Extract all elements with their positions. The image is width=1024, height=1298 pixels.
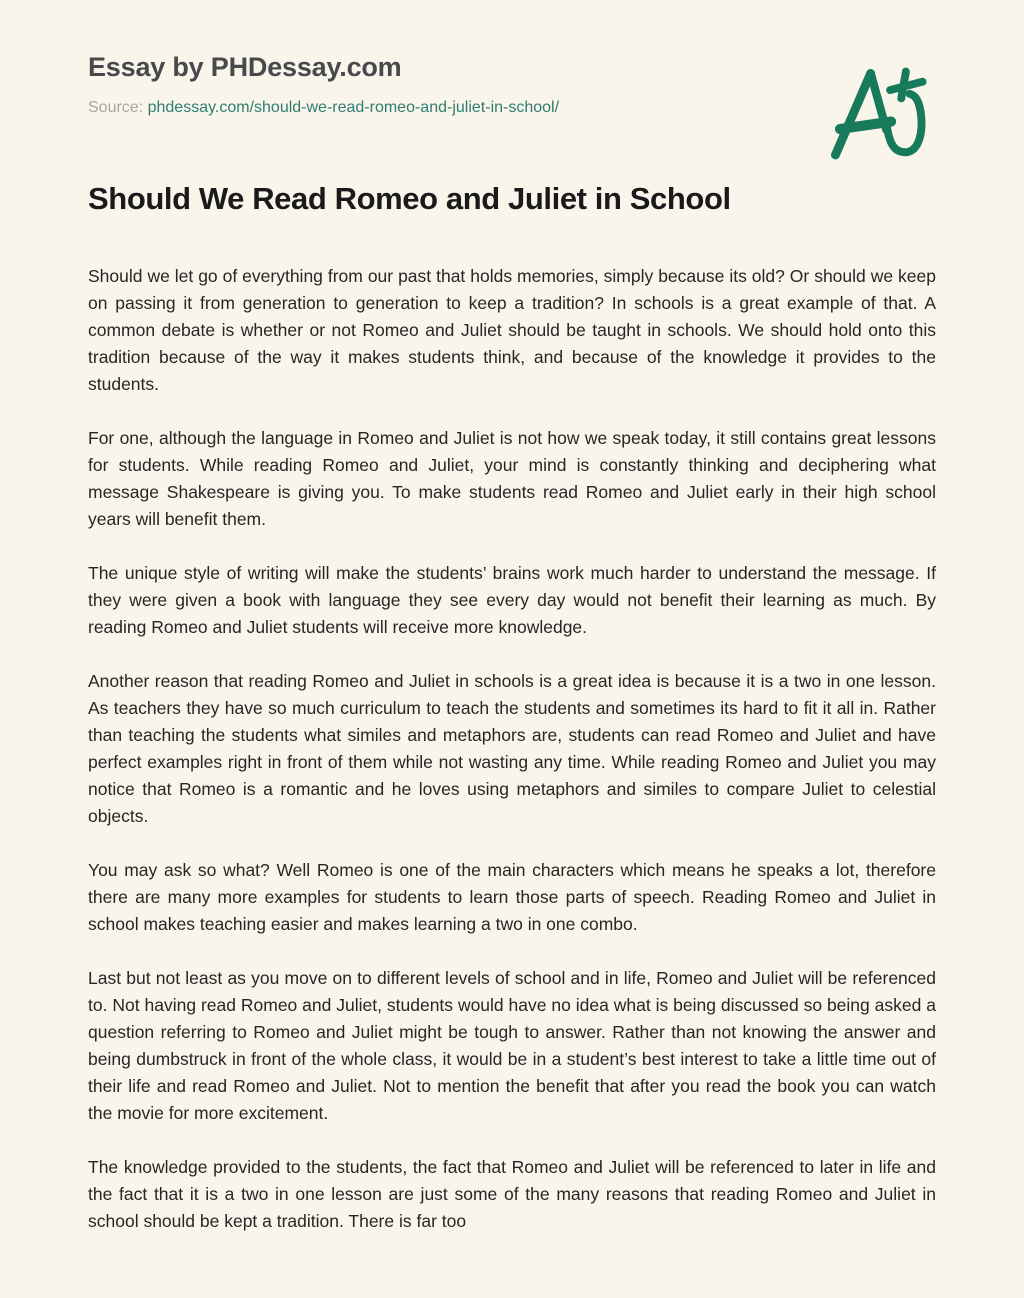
essay-paragraph: Should we let go of everything from our past that holds memories, simply because its old? Or should we keep on passing it from generation to generation to keep a tradition? In schools is a great example of that. A common debate is whether or not Romeo and Juliet should be taught in schools. We should hold onto this tradition because of the way it makes students think, and because of the knowledge it provides to the students. — [88, 266, 936, 394]
essay-paragraph: For one, although the language in Romeo and Juliet is not how we speak today, it still contains great lessons for students. While reading Romeo and Juliet, your mind is constantly thinking and deciphering what message Shakespeare is giving you. To make students read Romeo and Juliet early in their high school years will benefit them. — [88, 428, 936, 529]
essay-paragraph: The knowledge provided to the students, the fact that Romeo and Juliet will be referenced to later in life and the fact that it is a two in one lesson are just some of the many reasons that reading Romeo and Juliet in school should be kept a tradition. There is far too — [88, 1157, 936, 1231]
page-title: Should We Read Romeo and Juliet in School — [88, 181, 731, 216]
byline: Essay by PHDessay.com — [88, 52, 402, 82]
source-row — [88, 99, 936, 117]
essay-paragraph: You may ask so what? Well Romeo is one of the main characters which means he speaks a lot, therefore there are many more examples for students to learn those parts of speech. Reading Romeo and Juliet in school makes teaching easier and makes learning a two in one combo. — [88, 860, 936, 934]
source-label: Source: — [88, 99, 144, 116]
essay-paragraph: The unique style of writing will make the students’ brains work much harder to understand the message. If they were given a book with language they see every day would not benefit their learning as much. By reading Romeo and Juliet students will receive more knowledge. — [88, 563, 936, 637]
essay-paragraph: Last but not least as you move on to different levels of school and in life, Romeo and Juliet will be referenced to. Not having read Romeo and Juliet, students would have no idea what is being discussed so being asked a question referring to Romeo and Juliet might be tough to answer. Rather than not knowing the answer and being dumbstruck in front of the whole class, it would be in a student’s best interest to take a little time out of their life and read Romeo and Juliet. Not to mention the benefit that after you read the book you can watch the movie for more excitement. — [88, 968, 936, 1123]
essay-body — [88, 263, 936, 1235]
source-link[interactable]: phdessay.com/should-we-read-romeo-and-juliet-in-school/ — [147, 99, 560, 116]
essay-paragraph: Another reason that reading Romeo and Juliet in schools is a great idea is because it is a two in one lesson. As teachers they have so much curriculum to teach the students and sometimes its hard to fit it all in. Rather than teaching the students what similes and metaphors are, students can read Romeo and Juliet and have perfect examples right in front of them while not wasting any time. While reading Romeo and Juliet you may notice that Romeo is a romantic and he loves using metaphors and similes to compare Juliet to celestial objects. — [88, 671, 936, 826]
a-plus-logo — [828, 52, 930, 168]
